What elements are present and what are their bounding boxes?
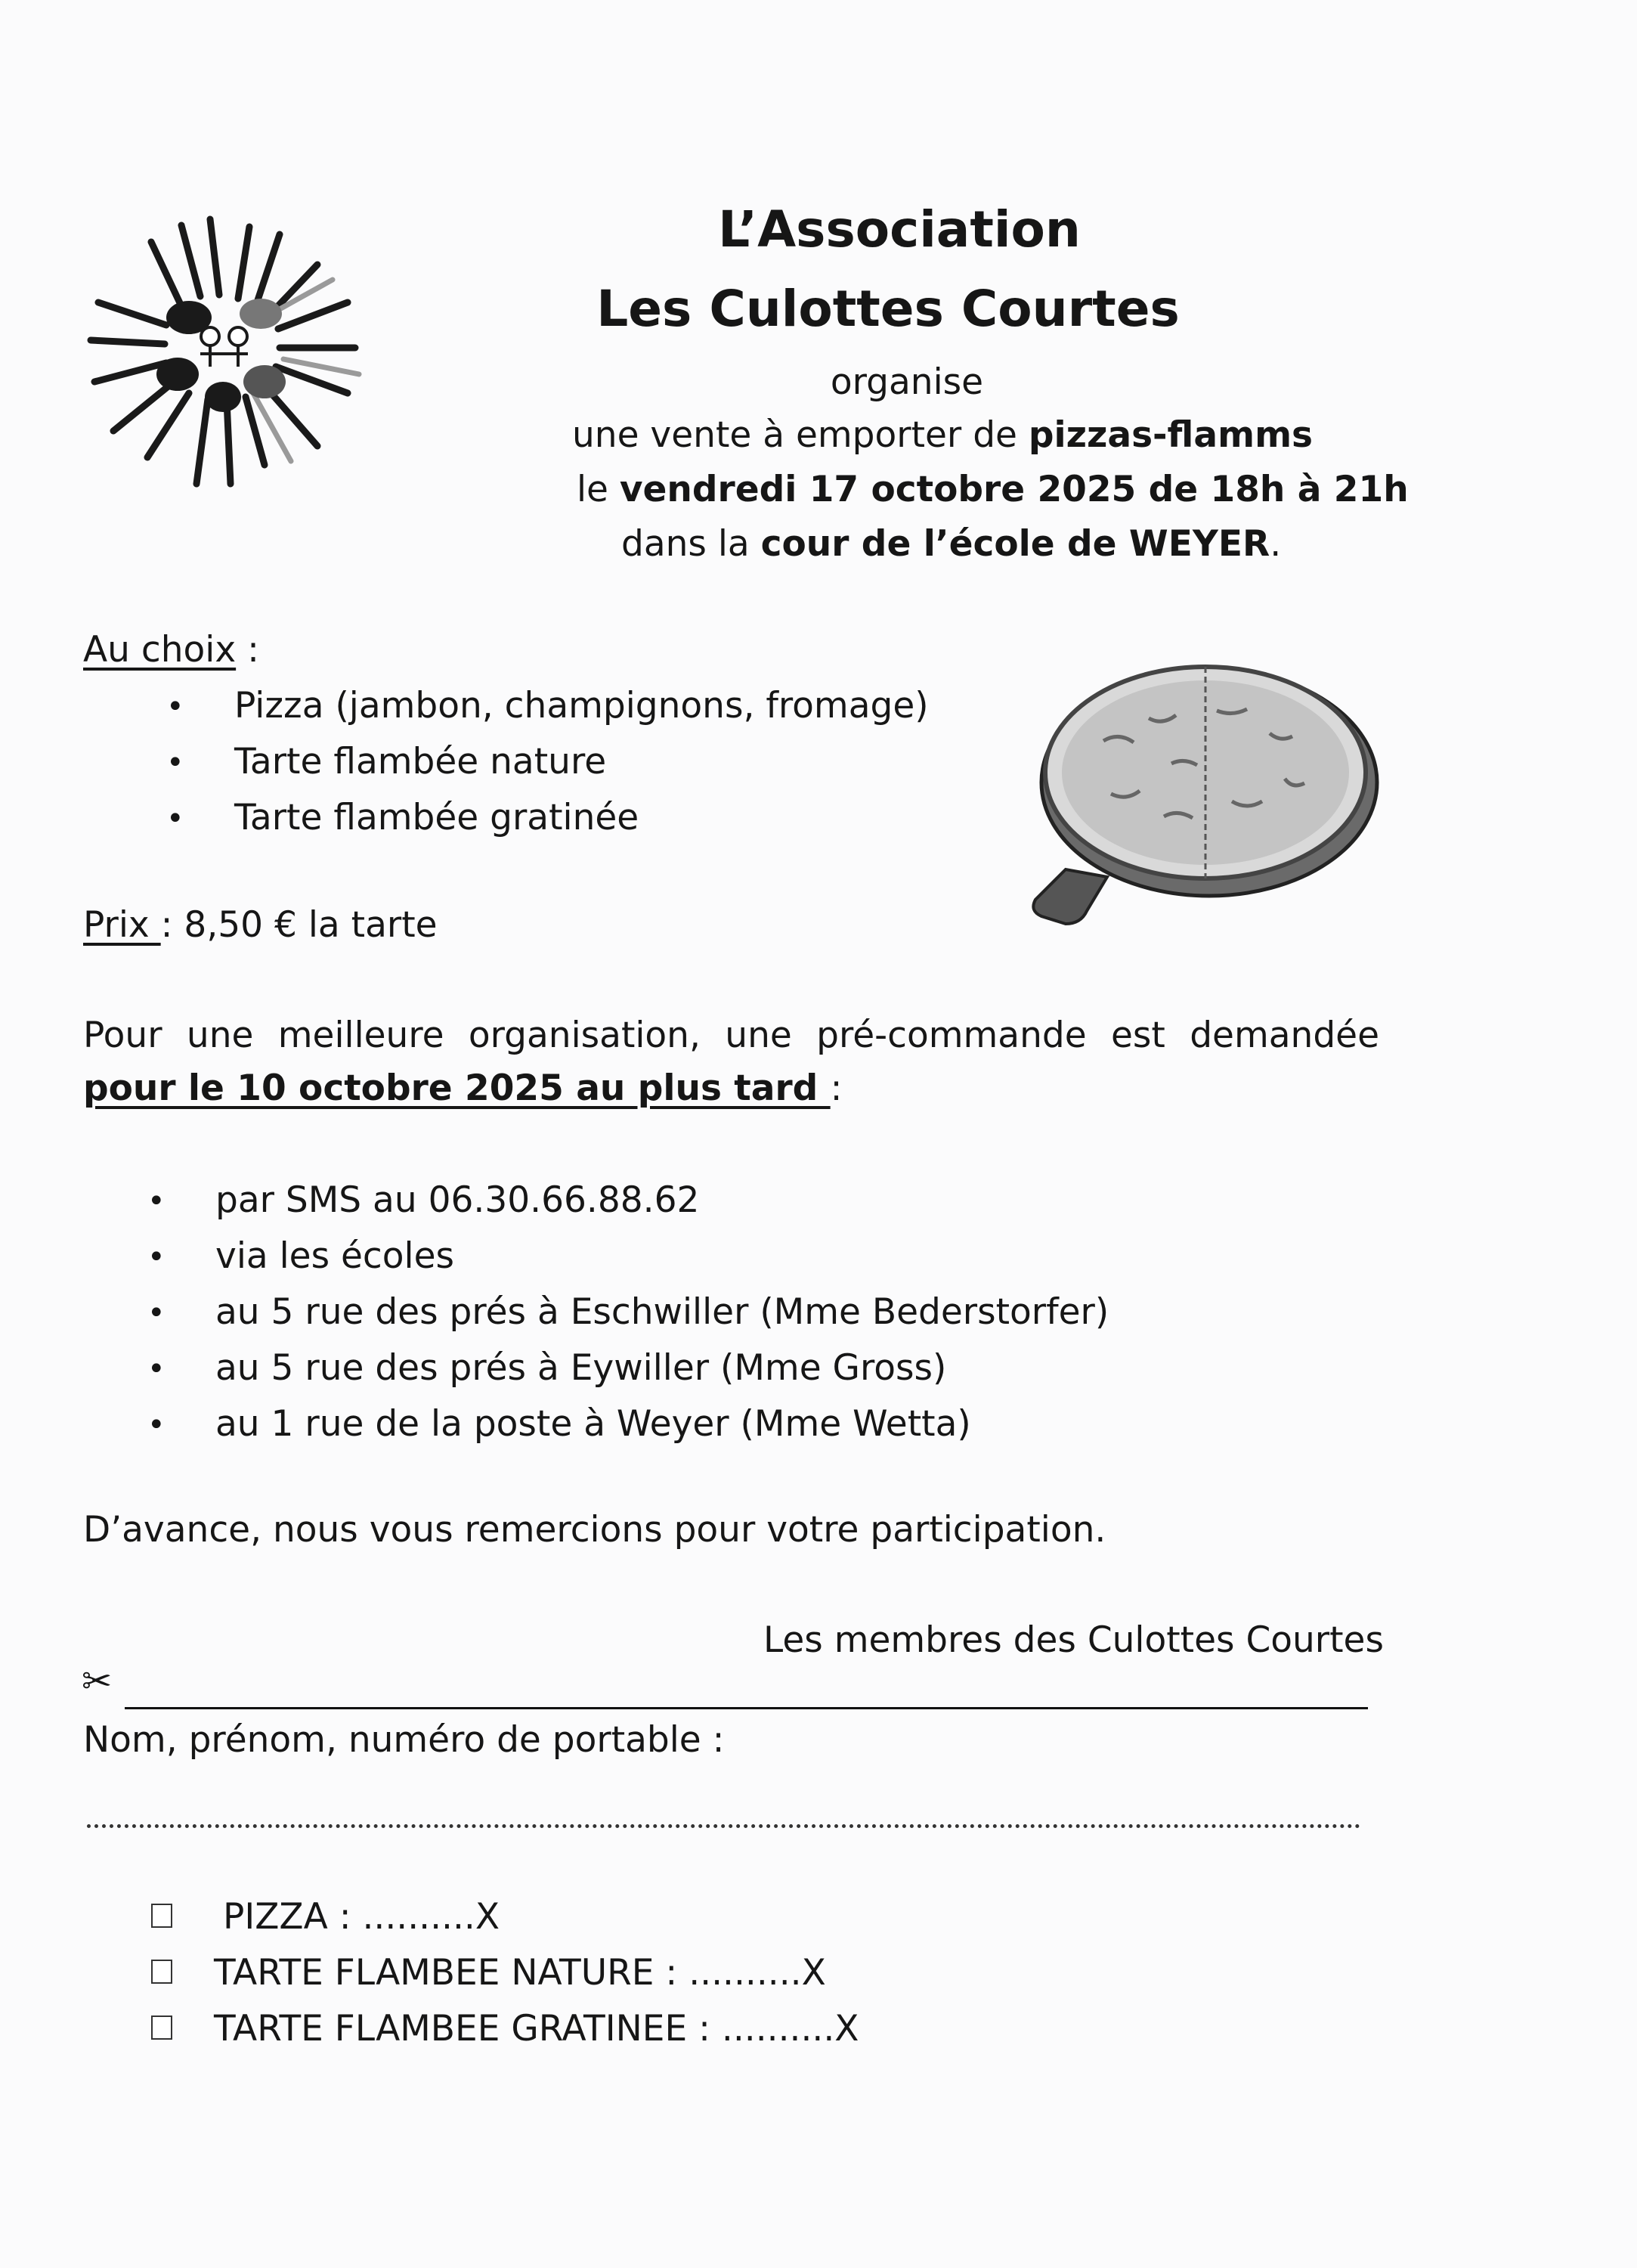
location-prefix: dans la xyxy=(621,523,761,565)
scissors-icon: ✂ xyxy=(82,1660,113,1703)
form-option-pizza: PIZZA : ..........X xyxy=(223,1896,500,1938)
preorder-text: Pour une meilleure organisation, une pré-commande est demandée xyxy=(83,1015,1379,1056)
bullet: • xyxy=(147,1352,166,1387)
choice-heading xyxy=(83,629,259,671)
pizza-on-board-icon xyxy=(1020,650,1383,930)
bullet: • xyxy=(166,745,184,780)
form-option-gratinee: TARTE FLAMBEE GRATINEE : ..........X xyxy=(214,2008,859,2050)
contact-schools: via les écoles xyxy=(215,1235,454,1277)
contact-sms: par SMS au 06.30.66.88.62 xyxy=(215,1179,700,1221)
choice-item-nature: Tarte flambée nature xyxy=(234,741,607,782)
pizza-checkbox[interactable] xyxy=(151,1904,172,1928)
cut-line xyxy=(125,1707,1368,1709)
organise-text: organise xyxy=(830,361,984,403)
contact-weyer: au 1 rue de la poste à Weyer (Mme Wetta) xyxy=(215,1403,971,1445)
nature-checkbox[interactable] xyxy=(151,1960,172,1984)
bullet: • xyxy=(147,1240,166,1275)
preorder-colon: : xyxy=(830,1067,843,1109)
event-line xyxy=(572,414,1313,456)
bullet: • xyxy=(166,801,184,836)
price-label: Prix xyxy=(83,904,161,946)
price-value: : 8,50 € la tarte xyxy=(160,904,438,946)
bullet: • xyxy=(147,1408,166,1442)
choice-colon: : xyxy=(236,629,259,671)
association-name: Les Culottes Courtes xyxy=(596,280,1180,338)
gratinee-checkbox[interactable] xyxy=(151,2015,172,2040)
contact-eywiller: au 5 rue des prés à Eywiller (Mme Gross) xyxy=(215,1347,947,1389)
event-location: cour de l’école de WEYER xyxy=(760,523,1270,565)
price-line xyxy=(83,904,438,946)
preorder-deadline-line xyxy=(83,1067,843,1109)
date-line-prefix: le xyxy=(577,469,620,510)
bullet: • xyxy=(147,1184,166,1219)
location-period: . xyxy=(1270,523,1282,565)
thanks-text: D’avance, nous vous remercions pour votre participation. xyxy=(83,1509,1106,1551)
bullet: • xyxy=(147,1296,166,1331)
bullet: • xyxy=(166,689,184,724)
date-line xyxy=(577,469,1409,510)
form-name-label: Nom, prénom, numéro de portable : xyxy=(83,1719,725,1761)
location-line xyxy=(621,523,1281,565)
event-product: pizzas-flamms xyxy=(1028,414,1314,456)
event-date: vendredi 17 octobre 2025 de 18h à 21h xyxy=(619,469,1409,510)
association-logo-icon xyxy=(76,204,378,507)
event-line-text: une vente à emporter de xyxy=(572,414,1029,456)
choice-item-pizza: Pizza (jambon, champignons, fromage) xyxy=(234,685,929,727)
choice-item-gratinee: Tarte flambée gratinée xyxy=(234,797,639,838)
association-line: L’Association xyxy=(718,200,1081,259)
form-name-field[interactable] xyxy=(87,1824,1360,1828)
contact-eschwiller: au 5 rue des prés à Eschwiller (Mme Bederstorfer) xyxy=(215,1291,1109,1333)
choice-label: Au choix xyxy=(83,629,237,671)
signature: Les membres des Culottes Courtes xyxy=(763,1619,1384,1661)
preorder-deadline: pour le 10 octobre 2025 au plus tard xyxy=(83,1067,831,1109)
form-option-nature: TARTE FLAMBEE NATURE : ..........X xyxy=(214,1952,826,1994)
